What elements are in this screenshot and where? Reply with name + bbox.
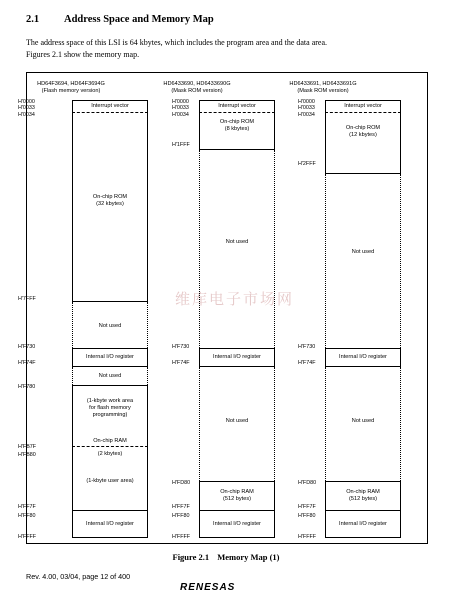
address-label: H'FFFF <box>18 534 37 540</box>
onchip-ram-block <box>199 481 275 511</box>
ram-size-label: (2 kbytes) <box>97 451 123 457</box>
block-label: Internal I/O register <box>86 354 134 360</box>
address-label: H'7FFF <box>18 296 36 302</box>
not-used-label: Not used <box>351 249 375 255</box>
dotted-edge <box>274 150 275 348</box>
internal-io-register-block <box>72 510 148 538</box>
not-used-label: Not used <box>98 323 122 329</box>
address-label: H'FF80 <box>18 513 36 519</box>
address-label: H'0034 <box>172 112 189 118</box>
figure-title: Memory Map (1) <box>217 552 280 562</box>
intro-paragraph <box>26 37 431 61</box>
column-subtitle-line: (Flash memory version) <box>41 88 101 94</box>
address-label: H'F730 <box>298 344 316 350</box>
block-label: On-chip RAM <box>346 489 380 495</box>
vector-boundary-line <box>325 112 401 113</box>
column-subtitle-line: (Mask ROM version) <box>171 88 223 94</box>
address-label: H'FB7F <box>18 444 37 450</box>
block-label: On-chip ROM <box>219 119 255 125</box>
address-label: H'0000 <box>172 99 189 105</box>
address-label: H'FF7F <box>172 504 190 510</box>
dotted-edge <box>199 367 200 481</box>
address-label: H'0033 <box>18 105 35 111</box>
column-title-line: HD64F3694, HD64F3694G <box>37 81 105 87</box>
address-label: H'FF7F <box>18 504 36 510</box>
address-label: H'FD80 <box>298 480 317 486</box>
block-label: programming) <box>92 412 128 418</box>
block-label: for flash memory <box>89 405 131 411</box>
not-used-label: Not used <box>225 418 249 424</box>
block-label: Internal I/O register <box>213 354 261 360</box>
address-label: H'0000 <box>18 99 35 105</box>
onchip-rom-block <box>72 100 148 302</box>
column-title-flash <box>11 81 131 95</box>
address-label: H'0034 <box>18 112 35 118</box>
column-subtitle-line: (Mask ROM version) <box>297 88 349 94</box>
address-label: H'F780 <box>18 384 36 390</box>
figure-number: Figure 2.1 <box>172 552 210 562</box>
dotted-edge <box>199 150 200 348</box>
block-label: Internal I/O register <box>339 354 387 360</box>
block-label: (1-kbyte work area <box>86 398 134 404</box>
onchip-ram-block <box>325 481 401 511</box>
section-number: 2.1 <box>26 14 40 25</box>
column-title-line: HD6433691, HD6433691G <box>289 81 357 87</box>
address-label: H'0033 <box>298 105 315 111</box>
vector-boundary-line <box>199 112 275 113</box>
page-footer: Rev. 4.00, 03/04, page 12 of 400 <box>26 572 131 581</box>
not-used-label: Not used <box>351 418 375 424</box>
dotted-edge <box>325 174 326 348</box>
interrupt-vector-label: Interrupt vector <box>91 103 129 109</box>
internal-io-register-block <box>325 510 401 538</box>
address-label: H'1FFF <box>172 142 190 148</box>
onchip-ram-block <box>72 385 148 511</box>
interrupt-vector-label: Interrupt vector <box>344 103 382 109</box>
internal-io-register-block <box>199 348 275 367</box>
section-heading <box>26 14 214 25</box>
address-label: H'FFFF <box>172 534 191 540</box>
figure-caption <box>0 552 452 562</box>
address-label: H'F730 <box>172 344 190 350</box>
vector-boundary-line <box>72 112 148 113</box>
address-label: H'FF7F <box>298 504 316 510</box>
block-label: On-chip ROM <box>345 125 381 131</box>
address-label: H'0034 <box>298 112 315 118</box>
dotted-edge <box>400 174 401 348</box>
block-label: (32 kbytes) <box>96 201 124 207</box>
dotted-edge <box>325 367 326 481</box>
address-label: H'FFFF <box>298 534 317 540</box>
address-label: H'0033 <box>172 105 189 111</box>
internal-io-register-block <box>199 510 275 538</box>
address-label: H'FF80 <box>172 513 190 519</box>
not-used-label: Not used <box>98 373 122 379</box>
ram-boundary-line <box>72 446 148 447</box>
dotted-edge <box>400 367 401 481</box>
section-title: Address Space and Memory Map <box>64 14 214 25</box>
address-label: H'F74F <box>172 360 190 366</box>
block-label: (512 bytes) <box>223 496 251 502</box>
address-label: H'2FFF <box>298 161 316 167</box>
internal-io-register-block <box>325 348 401 367</box>
not-used-label: Not used <box>225 239 249 245</box>
column-title-line: HD6433690, HD6433690G <box>163 81 231 87</box>
intro-line-1: The address space of this LSI is 64 kbytes, which includes the program area and the data area. <box>26 38 328 47</box>
address-label: H'0000 <box>298 99 315 105</box>
internal-io-register-block <box>72 348 148 367</box>
dotted-edge <box>274 367 275 481</box>
block-label: Internal I/O register <box>86 520 134 527</box>
address-label: H'F74F <box>298 360 316 366</box>
block-label: Internal I/O register <box>339 520 387 527</box>
block-label: (12 kbytes) <box>349 132 377 138</box>
user-area-label: (1-kbyte user area) <box>86 478 134 484</box>
intro-line-2: Figures 2.1 show the memory map. <box>26 50 140 59</box>
watermark: 维库电子市场网 <box>175 290 295 308</box>
block-label: Internal I/O register <box>213 520 261 527</box>
address-label: H'FF80 <box>298 513 316 519</box>
ram-label: On-chip RAM <box>93 438 127 444</box>
block-label: On-chip ROM <box>92 194 128 200</box>
block-label: (512 bytes) <box>349 496 377 502</box>
address-label: H'FD80 <box>172 480 191 486</box>
address-label: H'FB80 <box>18 452 36 458</box>
column-title-mask-12k <box>263 81 383 95</box>
block-label: (8 kbytes) <box>224 126 250 132</box>
block-label: On-chip RAM <box>220 489 254 495</box>
address-label: H'F74F <box>18 360 36 366</box>
interrupt-vector-label: Interrupt vector <box>218 103 256 109</box>
address-label: H'F730 <box>18 344 36 350</box>
memory-map-figure <box>18 72 428 544</box>
renesas-logo: RENESAS <box>180 582 236 593</box>
column-title-mask-8k <box>137 81 257 95</box>
